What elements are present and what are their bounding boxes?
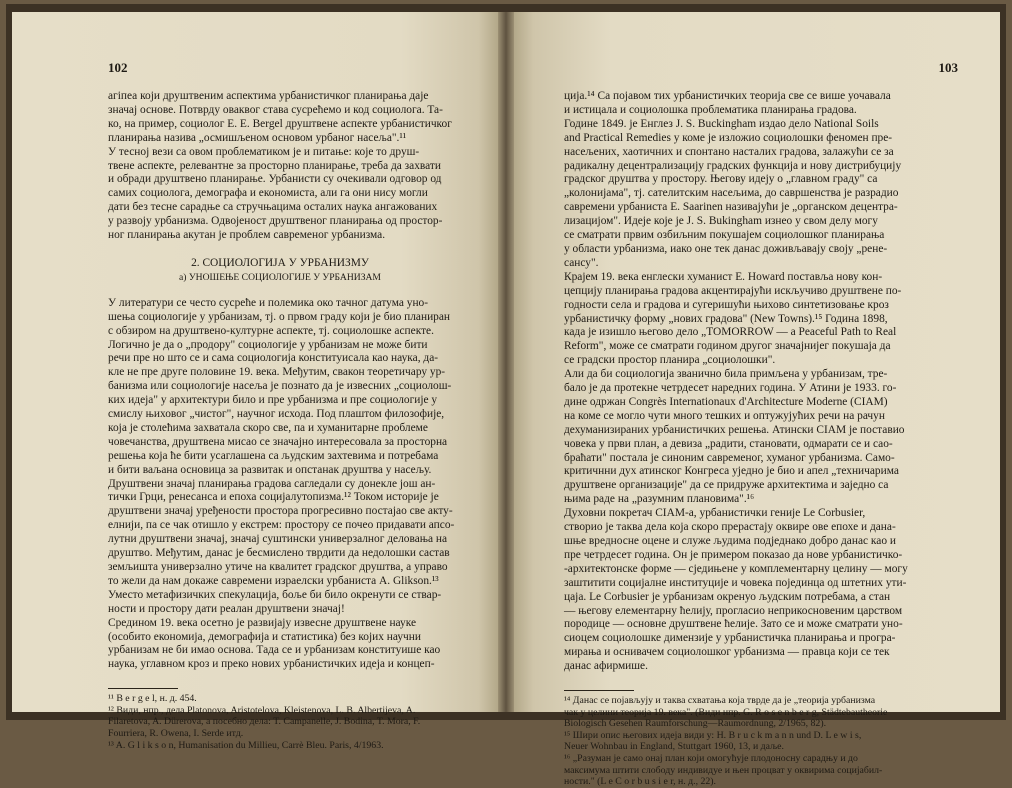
paragraph-line: у развоју урбанизма. Одвојеност друштвеног планирања од простор-	[108, 215, 443, 228]
footnote-line: ¹⁴ Данас се појављују и таква схватања која тврде да је „теорија урбанизма	[564, 695, 876, 707]
footnote-line: ности." (L e C o r b u s i e r, н. д., 22).	[564, 776, 717, 788]
paragraph-line: критичнни дух атинског Конгреса уједно је био и апел „техничарима	[564, 465, 899, 478]
open-book	[6, 4, 1006, 788]
paragraph-line: наука, углавном кроз и преко нових урбанистичких идеја и концеп-	[108, 658, 435, 671]
paragraph-line: дати без тесне сарадње са стручњацима осталих наука ангажованих	[108, 201, 438, 214]
paragraph-line: друштво. Међутим, данас је бесмислено тврдити да недолошки састав	[108, 547, 450, 560]
paragraph-line: цаја. Le Corbusier је урбанизам окренуо људским потребама, а стан	[564, 590, 891, 603]
right-page-text	[564, 90, 910, 788]
footnote-rule	[108, 688, 178, 689]
paragraph-line: Средином 19. века осетно је развијају извесне друштвене науке	[108, 616, 417, 629]
paragraph-line: с обзиром на друштвено-културне аспекте, тј. социолошке аспекте.	[108, 324, 434, 337]
paragraph-line: банизма или социологије насеља је познато да је извесних „социолош-	[108, 380, 452, 393]
paragraph-line: шења социологије у урбанизам, тј. о првом граду који је био планиран	[108, 310, 451, 323]
paragraph-line: ног планирања акутан је проблем савременог урбанизма.	[108, 229, 386, 242]
paragraph-line: када је изишло његово дело „TOMORROW — a Peaceful Path to Real	[564, 326, 897, 339]
paragraph-line: У литератури се често сусреће и полемика око тачног датума уно-	[108, 296, 429, 309]
paragraph-line: цепцију планирања градова акцентирајући искључиво друштвене по-	[564, 284, 902, 297]
paragraph-line: шње вредносне оцене и служе људима подједнако добро данас као и	[564, 535, 896, 547]
footnote-line: ¹⁵ Шири опис његових идеја види у: H. B r u c k m a n n und D. L e w i s,	[564, 729, 862, 741]
paragraph-line: Логично је да о „продору" социологије у урбанизам не може бити	[108, 338, 428, 351]
paragraph-line: мирања и оснивачем социолошког урбанизма — правца који се тек	[564, 646, 890, 659]
paragraph-line: друштвени значај уређености простора прогресивно постајао све акту-	[108, 505, 453, 518]
paragraph-line: се сматрати првим озбиљним покушајем социолошког планирања	[564, 229, 885, 242]
paragraph-line: земљишта универзално утиче на квалитет градског друштва, а управо	[108, 561, 448, 573]
paragraph-line: Крајем 19. века енглески хуманист E. Howard поставља нову кон-	[564, 270, 883, 283]
paragraph-line: ких идеја" у архитектури било и пре урбанизма и пре социологије у	[108, 394, 438, 407]
paragraph-line: самих социолога, демографа и економиста, али га они нису могли	[108, 187, 428, 200]
paragraph-line: „колонијама", тј. сателитским насељима, до савршенства је разрадио	[564, 187, 899, 200]
paragraph-line: човечанства, друштвена мисао се значајно интересовала за просторна	[108, 435, 448, 448]
paragraph-line: бало је да протекне четрдесет наредних година. У Атини је 1933. го-	[564, 382, 897, 395]
book-gutter	[498, 12, 514, 712]
paragraph-line: Reform", може се сматрати годином другог значајнијег покушаја да	[564, 340, 891, 353]
paragraph-line: твене аспекте, релевантне за просторно планирање, треба да захвати	[108, 159, 441, 172]
paragraph-line: Године 1849. је Енглез J. S. Buckingham издао дело National Soils	[564, 117, 879, 130]
paragraph-line: на коме се могло чути много тешких и оптужујућих речи на рачун	[564, 409, 885, 422]
paragraph-line: и бити ваљана основица за развитак и опстанак друштва у насељу.	[108, 463, 432, 476]
paragraph-line: њима раде на „разумним плановима".¹⁶	[564, 493, 755, 506]
footnote-line: максимума штити слободу индивидуе и њен процват у оквирима социјабил-	[564, 764, 883, 776]
paragraph-line: се градски простор планира „социолошки".	[564, 354, 776, 367]
left-page	[12, 12, 498, 751]
paragraph-line: створио је таква дела која скоро прерастају оквире ове епохе и дана-	[564, 521, 896, 534]
footnote-line: чак у целини теорија 19. века". (Види нпр. G. R o s e n b e r g, Städtebautheorie	[564, 706, 888, 718]
page-number: 103	[938, 60, 958, 75]
footnotes	[108, 693, 452, 751]
paragraph-line: лизацијом". Идеје које је J. S. Bukingham изнео у свом делу могу	[564, 215, 878, 228]
paragraph-line: урбанизам не би имао основа. Тада се и урбанизам конституише као	[108, 644, 441, 657]
paragraph-line: дехуманизираних урбанистичких решења. Атински CIAM је поставио	[564, 423, 905, 436]
paragraph-line: данас афирмише.	[564, 660, 648, 673]
paragraph-line: то жели да нам докаже савремени израелски урбаниста A. Glikson.¹³	[108, 574, 439, 587]
paragraph-line: Уместо метафизичких спекулација, боље би било окренути се ствар-	[108, 588, 442, 601]
paragraph-line: која је столећима захватала скоро све, па и хуманитарне проблеме	[108, 421, 428, 434]
paragraph-line: човека у први план, а девиза „радити, становати, одмарати се и сао-	[564, 437, 893, 450]
page-number: 102	[108, 60, 128, 75]
paragraph-line: радикалну децентрализацију градских функција и нову дистрибуцију	[564, 159, 902, 172]
paragraph-line: породице — основне друштвене ћелије. Зато се и може сматрати уно-	[564, 618, 903, 631]
paragraph-line: савремени урбаниста E. Saarinen називајући је „органском децентра-	[564, 201, 898, 214]
paragraph-line: заштитити социјалне институције и човека појединца од штетних ути-	[564, 576, 907, 589]
paragraph-line: У тесној вези са овом проблематиком је и питање: које то друш-	[108, 145, 420, 158]
paragraph-line: сансу".	[564, 256, 599, 269]
paragraph-line: решења која ће бити усаглашена са људским захтевима и потребама	[108, 449, 439, 462]
paragraph-line: сиоцем социолошке димензије у урбанистичка планирања и програ-	[564, 632, 896, 645]
footnote-line: ¹³ A. G l i k s o n, Humanisation du Millieu, Carrè Bleu. Paris, 4/1963.	[108, 739, 384, 751]
paragraph-line: насељених, хаотичних и спонтано насталих градова, залажући се за	[564, 145, 894, 158]
paragraph-line: кле не пре друге половине 19. века. Међутим, свакон теоретичару ур-	[108, 366, 446, 379]
footnote-line: ¹¹ B e r g e l, н. д. 454.	[108, 693, 197, 705]
paragraph-line: -архитектонске форме — сједињене у комплементарну целину — могу	[564, 562, 908, 575]
paragraph-line: and Practical Remedies у коме је изложио социолошки феномен пре-	[564, 131, 893, 144]
paragraph-line: агіпеа који друштвеним аспектима урбанистичког планирања даје	[108, 90, 429, 102]
paragraph-line: значај основе. Потврду оваквог става сусрећемо и код социолога. Та-	[108, 103, 443, 116]
paragraph-line: и обради друштвено планирање. Урбанисти су очекивали одговор од	[108, 173, 442, 186]
paragraph-line: тички Грци, ренесанса и епоха социјалутопизма.¹² Током историје је	[108, 491, 439, 504]
paragraph-line: ција.¹⁴ Са појавом тих урбанистичких теорија све се више уочавала	[564, 90, 891, 102]
section-subheading: а) УНОШЕЊЕ СОЦИОЛОГИЈЕ У УРБАНИЗАМ	[179, 271, 381, 283]
footnote-line: Biologisch Gesehen Raumforschung—Raumordnung, 2/1965, 82).	[564, 718, 827, 730]
paragraph-line: лутни друштвени значај, значај суштински универзалног деловања на	[108, 533, 448, 546]
paragraph-line: ко, на пример, социолог E. E. Bergel друштвене аспекте урбанистичког	[108, 117, 452, 130]
paragraph-line: смислу њиховог „чистог", научног исхода. Под плаштом филозофије,	[108, 408, 445, 421]
footnote-rule	[564, 690, 634, 691]
paragraph-line: у области урбанизма, иако оне тек данас доживљавају своју „ренe-	[564, 242, 888, 255]
paragraph-line: и истицала и социолошка проблематика планирања градова.	[564, 103, 857, 116]
paragraph-line: дине одржан Congrès Internationaux d'Architecture Moderne (CIAM)	[564, 395, 888, 408]
paragraph-line: годности села и градова и сугеришући њихово синтетизовање кроз	[564, 298, 889, 311]
paragraph-line: Друштвени значај планирања градова сагледали су донекле још ан-	[108, 477, 436, 490]
paragraph-line: браћати" постала је синоним савременог, хуманог урбанизма. Само-	[564, 451, 895, 464]
footnote-line: Fourriera, R. Owena, I. Serde итд.	[108, 728, 244, 740]
paragraph-line: градског друштва у простору. Његову идеју о „главном граду" са	[564, 173, 878, 186]
paragraph-line: — његову елементарну ћелију, прогласио неприкосновеним царством	[564, 604, 903, 617]
footnote-line: Filaretova, A. Dürerova, а посебно дела: T. Campanelle, J. Bodina, T. Mora, F.	[108, 716, 421, 728]
left-page-text	[108, 90, 455, 751]
paragraph-line: ности и простору дати реалан друштвени значај!	[108, 602, 345, 615]
right-page	[514, 12, 1000, 788]
footnotes	[564, 695, 910, 788]
paragraph-line: планирања назива „осмишљеном основом урбаног насеља".¹¹	[108, 131, 407, 144]
paragraph-line: речи пре но што се и сама социологија конституисала као наука, да-	[108, 352, 439, 365]
footnote-line: ¹² Види, нпр., дела Platonova, Aristotelova, Kleistenova, L. B. Albertijeva, A.	[108, 704, 416, 716]
paragraph-line: урбанистичку форму „нових градова" (New Towns).¹⁵ Година 1898,	[564, 312, 888, 325]
section-heading: 2. СОЦИОЛОГИЈА У УРБАНИЗМУ	[191, 256, 369, 269]
paragraph-line: елнији, па се чак отишло у екстрем: простору се почео придавати апсо-	[108, 519, 455, 532]
paragraph-line: (особито економија, демографија и статистика) без којих научни	[108, 630, 421, 643]
paragraph-line: пре четрдесет година. Он је примером показао да нове урбанистичко-	[564, 548, 903, 561]
footnote-line: ¹⁶ „Разуман је само онај план који омогућује плодоносну сарадњу и до	[564, 753, 858, 765]
paragraph-line: Духовни покретач CIAM-а, урбанистички геније Le Corbusier,	[564, 507, 866, 520]
paragraph-line: друштвене организације" да се придруже архитектима и заједно са	[564, 479, 889, 492]
footnote-line: Neuer Wohnbau in England, Stuttgart 1960, 13, и даље.	[564, 741, 784, 753]
paragraph-line: Али да би социологија званично била примљена у урбанизам, тре-	[564, 368, 888, 381]
